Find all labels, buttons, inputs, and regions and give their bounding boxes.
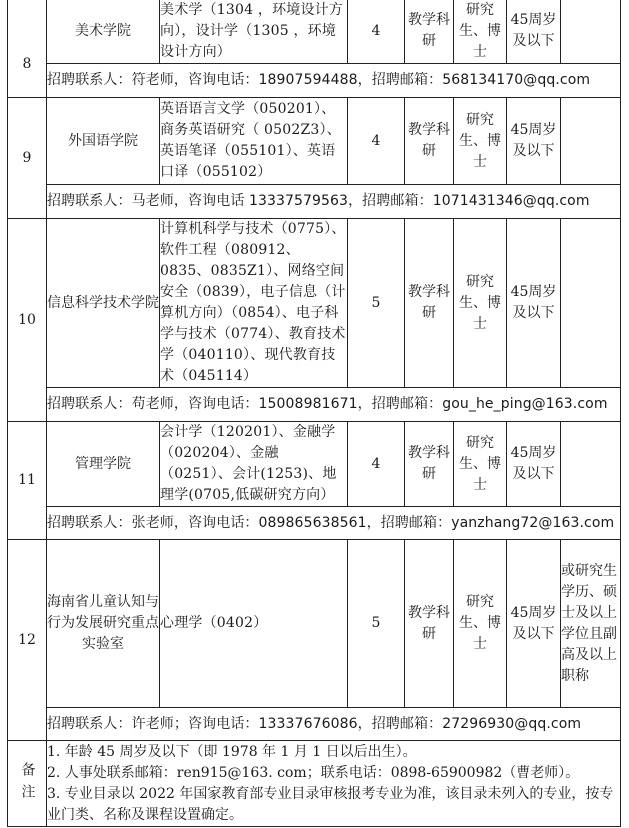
row-index: 9 [8,98,47,219]
department-cell: 管理学院 [47,422,160,507]
notes-label: 备注 [8,741,47,827]
email-label: ，招聘邮箱： [348,193,433,209]
contact-row [8,708,621,741]
education-cell: 研究生、博士 [454,0,507,64]
education-cell: 研究生、博士 [454,422,507,507]
department-cell: 美术学院 [47,0,160,64]
table-row [8,422,621,507]
phone-label: ，咨询电话： [173,72,259,88]
contact-row [8,507,621,540]
contact-person: 符老师 [131,72,174,88]
phone-number: 13337676086 [258,715,358,732]
phone-label: ，咨询电话： [173,514,259,531]
contact-label: 招聘联系人： [47,72,132,88]
note-item: 3. 专业目录以 2022 年国家教育部专业目录审核报考专业为准，该目录未列入的专业，按专业门类、名称及课程设置确定。 [47,785,614,823]
headcount-cell: 4 [348,0,405,64]
department-cell: 外国语学院 [47,98,160,185]
contact-cell [47,64,621,98]
major-cell: 英语语言文学（050201）、商务英语研究（ 0502Z3）、英语笔译（055101）、英语口译（055102） [160,98,348,185]
email-address: gou_he_ping@163.com [442,396,608,412]
remark-cell [561,98,621,185]
row-index: 12 [8,540,47,741]
education-cell: 研究生、博士 [454,540,507,708]
email-label: ，招聘邮箱： [357,72,443,88]
age-cell: 45周岁及以下 [507,98,561,185]
department-cell: 海南省儿童认知与行为发展研究重点实验室 [47,540,160,708]
email-label: ，招聘邮箱： [357,396,443,412]
headcount-cell: 4 [348,422,405,507]
phone-number: 18907594488 [258,72,358,88]
table-row [8,540,621,708]
email-label: ，招聘邮箱： [366,514,452,531]
row-index: 11 [8,422,47,540]
contact-label: 招聘联系人： [47,514,132,531]
notes-row [8,741,621,827]
contact-person: 张老师 [131,514,174,531]
major-cell: 计算机科学与技术（0775）、软件工程（080912、0835、0835Z1）、网络空间安全（0839），电子信息（计算机方向）（0854）、电子科学与技术（0774）、教育技术学（040110）、现代教育技术（045114） [160,219,348,388]
major-cell: 会计学（120201）、金融学（020204）、金融（0251）、会计(1253)、地理学(0705,低碳研究方向） [160,422,348,507]
phone-number: 13337579563 [248,193,349,209]
note-item: 1. 年龄 45 周岁及以下（即 1978 年 1 月 1 日以后出生）。 [47,743,417,760]
contact-label: 招聘联系人： [47,396,132,412]
contact-row [8,64,621,98]
contact-cell [47,388,621,422]
phone-number: 15008981671 [258,396,358,412]
major-cell: 美术学（1304 ，环境设计方向），设计学（1305 ，环境设计方向） [160,0,348,64]
contact-label: 招聘联系人： [47,193,132,209]
age-cell: 45周岁及以下 [507,219,561,388]
phone-number: 089865638561 [258,514,367,531]
position-type-cell: 教学科研 [405,0,454,64]
headcount-cell: 5 [348,540,405,708]
contact-label: 招聘联系人： [47,715,132,732]
email-label: ，招聘邮箱： [357,715,443,732]
contact-row [8,185,621,219]
table-row [8,219,621,388]
phone-label: ，咨询电话： [173,396,259,412]
table-row [8,0,621,64]
contact-row [8,388,621,422]
email-address: 1071431346@qq.com [432,193,590,209]
contact-cell [47,708,621,741]
recruitment-table [7,0,621,827]
position-type-cell: 教学科研 [405,422,454,507]
remark-cell: 或研究生学历、硕士及以上学位且副高及以上职称 [561,540,621,708]
headcount-cell: 5 [348,219,405,388]
age-cell: 45周岁及以下 [507,540,561,708]
email-address: 27296930@qq.com [442,715,582,732]
remark-cell [561,219,621,388]
education-cell: 研究生、博士 [454,219,507,388]
notes-body [47,741,621,827]
education-cell: 研究生、博士 [454,98,507,185]
position-type-cell: 教学科研 [405,540,454,708]
headcount-cell: 4 [348,98,405,185]
position-type-cell: 教学科研 [405,98,454,185]
phone-label: ，咨询电话 [173,193,249,209]
contact-person: 马老师 [131,193,174,209]
table-row [8,98,621,185]
position-type-cell: 教学科研 [405,219,454,388]
phone-label: ；咨询电话： [173,715,259,732]
row-index: 8 [8,0,47,98]
age-cell: 45周岁及以下 [507,422,561,507]
contact-person: 苟老师 [131,396,174,412]
department-cell: 信息科学技术学院 [47,219,160,388]
contact-cell [47,507,621,540]
remark-cell [561,422,621,507]
note-item: 2. 人事处联系邮箱：ren915@163. com；联系电话：0898-65900982（曹老师）。 [47,764,580,781]
row-index: 10 [8,219,47,422]
contact-cell [47,185,621,219]
email-address: yanzhang72@163.com [451,514,615,531]
age-cell: 45周岁及以下 [507,0,561,64]
remark-cell [561,0,621,64]
major-cell: 心理学（0402） [160,540,348,708]
email-address: 568134170@qq.com [442,72,591,88]
contact-person: 许老师 [131,715,174,732]
